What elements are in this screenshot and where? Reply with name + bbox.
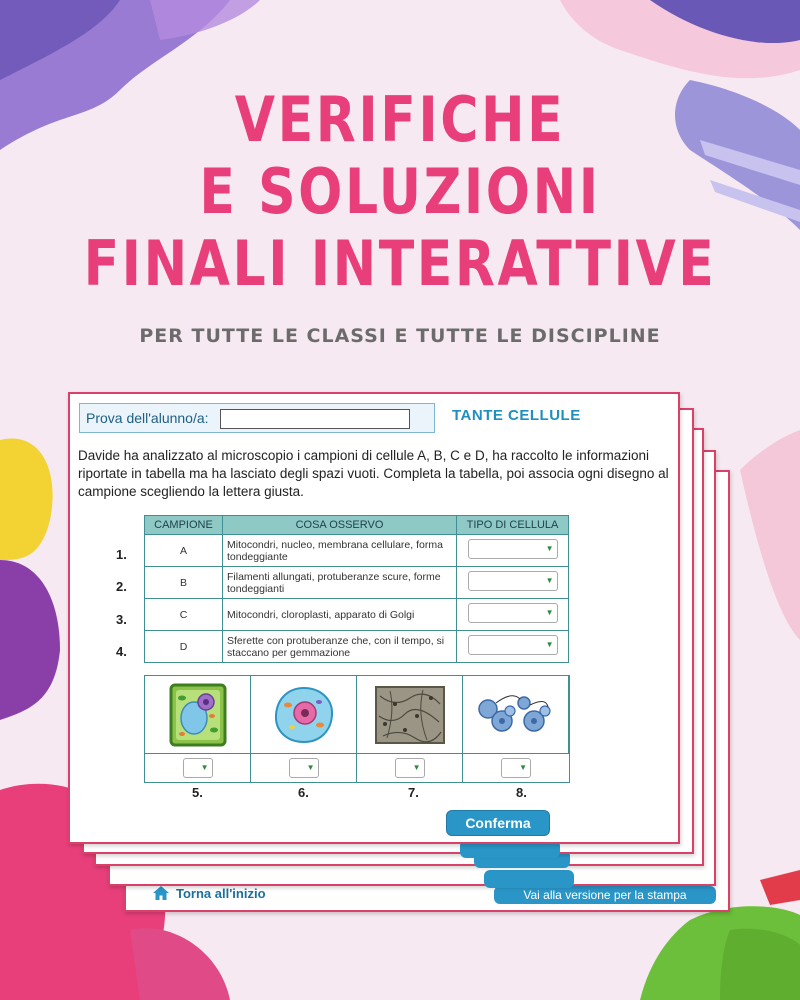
- quiz-topic-title: TANTE CELLULE: [452, 407, 581, 424]
- row-number: 3.: [116, 612, 127, 627]
- cell-type-select[interactable]: [468, 635, 558, 655]
- table-row: [145, 599, 569, 631]
- picture-letter-select[interactable]: [395, 758, 425, 778]
- picture-cell: [463, 676, 569, 754]
- chevron-down-icon: ▼: [412, 763, 421, 772]
- picture-cell: [357, 676, 463, 754]
- student-name-input[interactable]: [220, 409, 410, 429]
- chevron-down-icon: ▼: [545, 640, 554, 649]
- print-version-button[interactable]: [494, 886, 716, 904]
- confirm-button[interactable]: Conferma: [446, 810, 550, 836]
- back-sheet-3-button: [484, 870, 574, 888]
- headline-line-3: FINALI INTERATTIVE: [83, 227, 717, 300]
- cell-type-select[interactable]: [468, 539, 558, 559]
- sample-letter: A: [145, 535, 223, 567]
- picture-cell: [251, 676, 357, 754]
- observation-text: Filamenti allungati, protuberanze scure, forme tondeggianti: [223, 567, 457, 599]
- table-row: [145, 631, 569, 663]
- observation-text: Mitocondri, cloroplasti, apparato di Golgi: [223, 599, 457, 631]
- picture-number: 7.: [408, 785, 419, 800]
- picture-grid: [144, 675, 570, 783]
- picture-letter-select[interactable]: [289, 758, 319, 778]
- student-name-box: [79, 403, 435, 433]
- picture-number: 8.: [516, 785, 527, 800]
- sample-letter: C: [145, 599, 223, 631]
- picture-select-cell: [145, 754, 251, 782]
- plant-cell-icon: [168, 682, 228, 748]
- home-icon: [152, 885, 170, 901]
- row-number: 4.: [116, 644, 127, 659]
- headline-line-2: E SOLUZIONI: [199, 155, 601, 228]
- sample-letter: B: [145, 567, 223, 599]
- cell-type-select[interactable]: [468, 603, 558, 623]
- chevron-down-icon: ▼: [545, 576, 554, 585]
- picture-number: 6.: [298, 785, 309, 800]
- student-name-label: Prova dell'alunno/a:: [86, 410, 209, 426]
- table-row: [145, 567, 569, 599]
- chevron-down-icon: ▼: [200, 763, 209, 772]
- chevron-down-icon: ▼: [519, 763, 527, 772]
- print-version-label: Vai alla versione per la stampa: [523, 888, 687, 902]
- observation-text: Sferette con protuberanze che, con il tempo, si staccano per gemmazione: [223, 631, 457, 663]
- row-number: 1.: [116, 547, 127, 562]
- row-number: 2.: [116, 579, 127, 594]
- home-link-label: Torna all'inizio: [176, 885, 266, 901]
- column-header-tipo-di-cellula: TIPO DI CELLULA: [457, 516, 569, 535]
- observation-text: Mitocondri, nucleo, membrana cellulare, forma tondeggiante: [223, 535, 457, 567]
- observation-table: [144, 515, 569, 663]
- picture-letter-select[interactable]: [501, 758, 531, 778]
- animal-cell-icon: [272, 685, 336, 745]
- chevron-down-icon: ▼: [306, 763, 315, 772]
- headline-line-1: VERIFICHE: [234, 83, 566, 156]
- quiz-sheet: [68, 392, 680, 844]
- cell-type-select[interactable]: [468, 571, 558, 591]
- picture-select-cell: [251, 754, 357, 782]
- column-header-campione: CAMPIONE: [145, 516, 223, 535]
- fungal-hyphae-icon: [375, 686, 445, 744]
- chevron-down-icon: ▼: [545, 608, 554, 617]
- sample-letter: D: [145, 631, 223, 663]
- picture-letter-select[interactable]: [183, 758, 213, 778]
- quiz-instructions: Davide ha analizzato al microscopio i campioni di cellule A, B, C e D, ha raccolto le informazioni riportate in tabella ma ha lasciato degli spazi vuoti. Completa la tabella, poi associa ogni disegno al campione scegliendo la lettera giusta.: [78, 448, 669, 499]
- picture-cell: [145, 676, 251, 754]
- picture-number: 5.: [192, 785, 203, 800]
- subtitle: PER TUTTE LE CLASSI E TUTTE LE DISCIPLINE: [139, 325, 661, 347]
- yeast-budding-icon: [474, 687, 558, 743]
- headline: [64, 84, 736, 300]
- column-header-cosa-osservo: COSA OSSERVO: [223, 516, 457, 535]
- chevron-down-icon: ▼: [545, 544, 554, 553]
- table-row: [145, 535, 569, 567]
- picture-select-cell: [357, 754, 463, 782]
- picture-select-cell: [463, 754, 569, 782]
